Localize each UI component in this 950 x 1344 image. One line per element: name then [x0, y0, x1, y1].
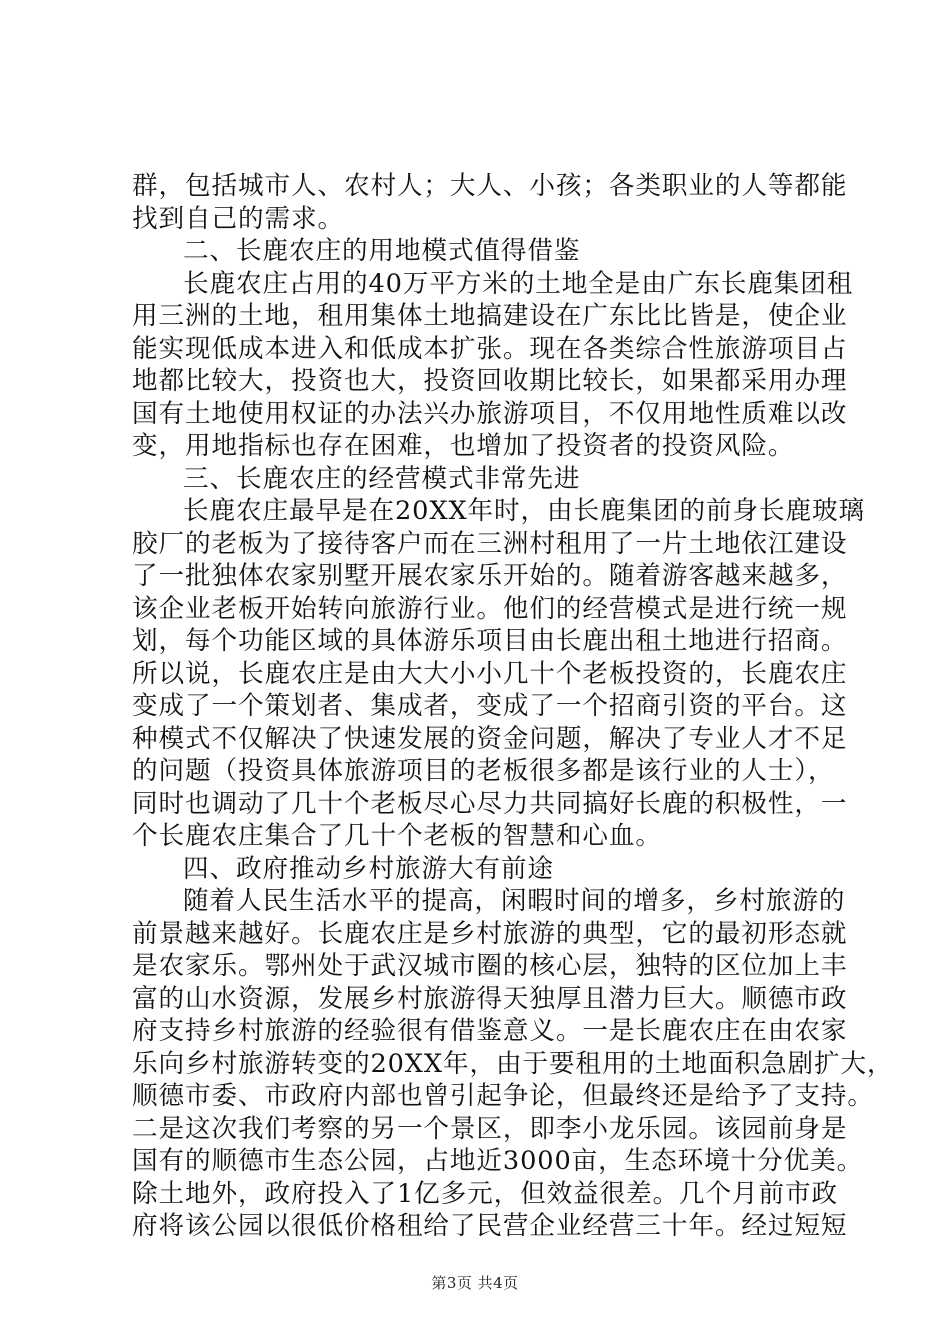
text-line: 前景越来越好。长鹿农庄是乡村旅游的典型，它的最初形态就	[132, 918, 848, 949]
text-line: 找到自己的需求。	[132, 203, 344, 234]
text-line: 除土地外，政府投入了1亿多元，但效益很差。几个月前市政	[132, 1178, 839, 1209]
text-line: 府将该公园以很低价格租给了民营企业经营三十年。经过短短	[132, 1211, 848, 1241]
text-line: 二是这次我们考察的另一个景区，即李小龙乐园。该园前身是	[132, 1113, 848, 1144]
document-body	[132, 170, 894, 1243]
text-line: 胶厂的老板为了接待客户而在三洲村租用了一片土地依江建设	[132, 528, 848, 559]
text-line: 三、长鹿农庄的经营模式非常先进	[183, 463, 581, 494]
text-line: 所以说，长鹿农庄是由大大小小几十个老板投资的，长鹿农庄	[132, 658, 848, 689]
text-line: 个长鹿农庄集合了几十个老板的智慧和心血。	[132, 821, 662, 851]
text-line: 同时也调动了几十个老板尽心尽力共同搞好长鹿的积极性，一	[132, 788, 848, 819]
text-line: 变成了一个策划者、集成者，变成了一个招商引资的平台。这	[132, 691, 848, 721]
text-line: 用三洲的土地，租用集体土地搞建设在广东比比皆是，使企业	[132, 301, 848, 331]
text-line: 种模式不仅解决了快速发展的资金问题，解决了专业人才不足	[132, 723, 848, 754]
text-line: 变，用地指标也存在困难，也增加了投资者的投资风险。	[132, 431, 795, 461]
text-line: 国有土地使用权证的办法兴办旅游项目，不仅用地性质难以改	[132, 398, 848, 429]
text-line: 该企业老板开始转向旅游行业。他们的经营模式是进行统一规	[132, 593, 848, 624]
text-line: 国有的顺德市生态公园，占地近3000亩，生态环境十分优美。	[132, 1146, 864, 1176]
text-line: 群，包括城市人、农村人；大人、小孩；各类职业的人等都能	[132, 171, 848, 201]
text-line: 能实现低成本进入和低成本扩张。现在各类综合性旅游项目占	[132, 333, 848, 364]
text-line: 乐向乡村旅游转变的20XX年，由于要租用的土地面积急剧扩大，	[132, 1048, 894, 1079]
text-line: 二、长鹿农庄的用地模式值得借鉴	[183, 236, 581, 266]
text-line: 顺德市委、市政府内部也曾引起争论，但最终还是给予了支持。	[132, 1081, 874, 1111]
text-line: 富的山水资源，发展乡村旅游得天独厚且潜力巨大。顺德市政	[132, 983, 848, 1014]
text-line: 随着人民生活水平的提高，闲暇时间的增多，乡村旅游的	[183, 886, 846, 916]
text-line: 了一批独体农家别墅开展农家乐开始的。随着游客越来越多，	[132, 561, 848, 591]
text-line: 地都比较大，投资也大，投资回收期比较长，如果都采用办理	[132, 366, 848, 396]
page-footer: 第3页 共4页	[431, 1274, 519, 1292]
text-line: 划，每个功能区域的具体游乐项目由长鹿出租土地进行招商。	[132, 626, 848, 656]
text-line: 府支持乡村旅游的经验很有借鉴意义。一是长鹿农庄在由农家	[132, 1016, 848, 1046]
text-line: 的问题（投资具体旅游项目的老板很多都是该行业的人士），	[132, 756, 835, 786]
text-line: 四、政府推动乡村旅游大有前途	[183, 853, 554, 884]
text-line: 长鹿农庄占用的40万平方米的土地全是由广东长鹿集团租	[183, 268, 854, 299]
text-line: 长鹿农庄最早是在20XX年时，由长鹿集团的前身长鹿玻璃	[183, 496, 865, 526]
text-line: 是农家乐。鄂州处于武汉城市圈的核心层，独特的区位加上丰	[132, 951, 848, 981]
